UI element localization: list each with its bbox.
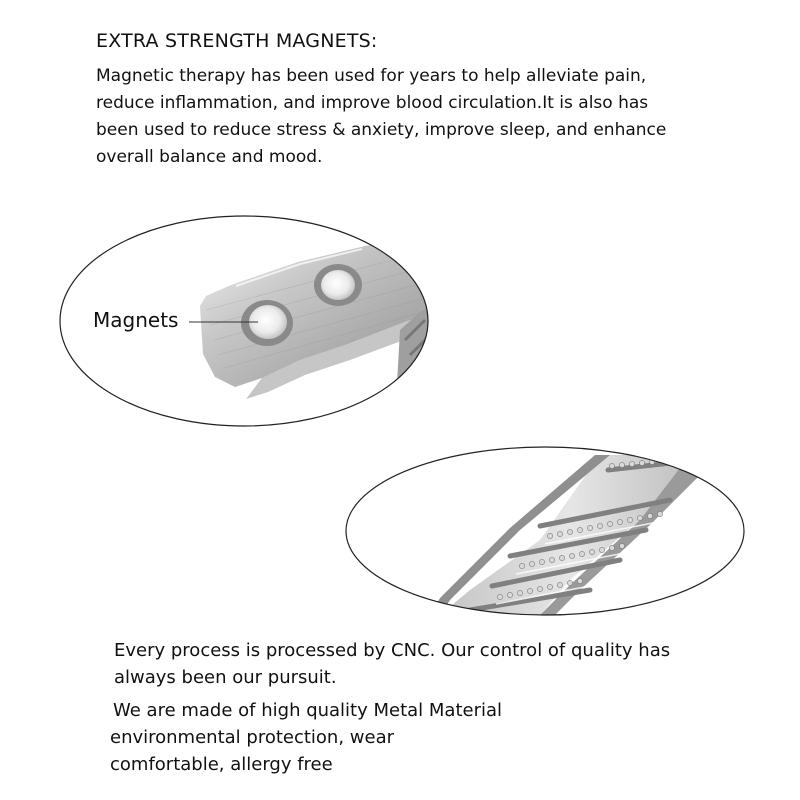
process-line: always been our pursuit.	[114, 667, 337, 688]
process-paragraph	[114, 637, 670, 691]
process-line: Every process is processed by CNC. Our control of quality has	[114, 640, 671, 661]
intro-line: reduce inflammation, and improve blood circulation.It is also has	[96, 93, 649, 113]
material-line: environmental protection, wear	[110, 727, 395, 748]
material-line: We are made of high quality Metal Material	[113, 700, 503, 721]
magnet-disc	[321, 270, 355, 300]
intro-line: been used to reduce stress & anxiety, improve sleep, and enhance	[96, 120, 667, 140]
magnets-callout-label: Magnets	[93, 308, 179, 332]
intro-line: overall balance and mood.	[96, 147, 323, 167]
material-paragraph	[110, 697, 502, 778]
intro-line: Magnetic therapy has been used for years to help alleviate pain,	[96, 66, 647, 86]
material-line: comfortable, allergy free	[110, 754, 333, 775]
pattern-closeup	[346, 447, 744, 615]
section-heading: EXTRA STRENGTH MAGNETS:	[96, 30, 378, 52]
